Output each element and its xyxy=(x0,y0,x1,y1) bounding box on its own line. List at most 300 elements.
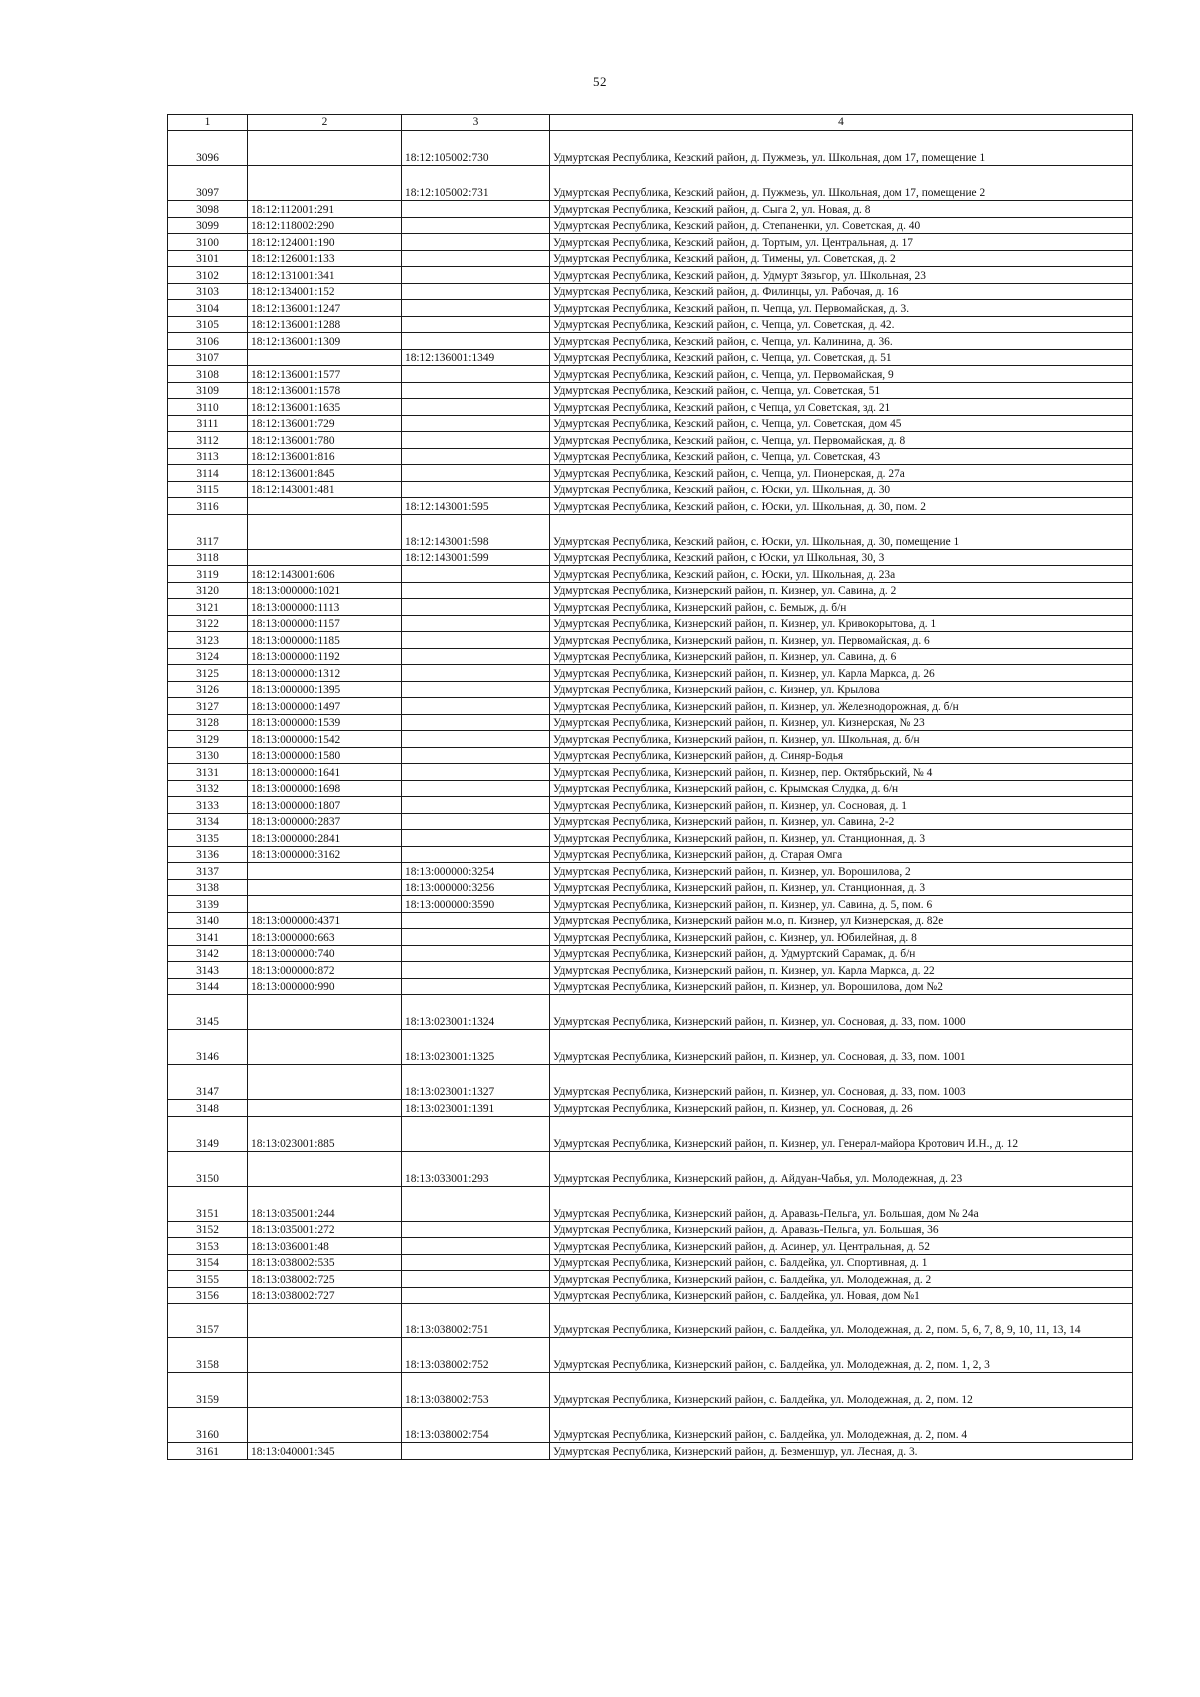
cadastral-number-cell: 18:13:000000:1580 xyxy=(248,747,402,764)
premises-cadastral-number-cell xyxy=(402,316,550,333)
premises-cadastral-number-cell: 18:13:038002:753 xyxy=(402,1373,550,1408)
table-row xyxy=(168,879,1133,896)
cadastral-number-cell: 18:12:136001:816 xyxy=(248,448,402,465)
table-row xyxy=(168,481,1133,498)
address-cell: Удмуртская Республика, Кезский район, д. Удмурт Зязьгор, ул. Школьная, 23 xyxy=(550,267,1133,284)
table-row xyxy=(168,566,1133,583)
cadastral-number-cell: 18:12:143001:481 xyxy=(248,481,402,498)
table-row xyxy=(168,582,1133,599)
row-number-cell: 3118 xyxy=(168,549,248,566)
cadastral-number-cell: 18:12:136001:780 xyxy=(248,432,402,449)
row-number-cell: 3134 xyxy=(168,813,248,830)
premises-cadastral-number-cell xyxy=(402,217,550,234)
premises-cadastral-number-cell: 18:13:038002:751 xyxy=(402,1304,550,1338)
row-number-cell: 3099 xyxy=(168,217,248,234)
premises-cadastral-number-cell xyxy=(402,250,550,267)
premises-cadastral-number-cell xyxy=(402,665,550,682)
row-number-cell: 3109 xyxy=(168,382,248,399)
row-number-cell: 3103 xyxy=(168,283,248,300)
premises-cadastral-number-cell xyxy=(402,599,550,616)
row-number-cell: 3140 xyxy=(168,912,248,929)
cadastral-number-cell xyxy=(248,995,402,1030)
premises-cadastral-number-cell xyxy=(402,448,550,465)
row-number-cell: 3096 xyxy=(168,131,248,166)
address-cell: Удмуртская Республика, Кизнерский район, п. Кизнер, ул. Сосновая, д. 33, пом. 1001 xyxy=(550,1030,1133,1065)
premises-cadastral-number-cell xyxy=(402,1221,550,1238)
row-number-cell: 3105 xyxy=(168,316,248,333)
premises-cadastral-number-cell xyxy=(402,698,550,715)
premises-cadastral-number-cell: 18:13:023001:1327 xyxy=(402,1065,550,1100)
cadastral-number-cell xyxy=(248,166,402,201)
cadastral-number-cell: 18:13:038002:535 xyxy=(248,1254,402,1271)
row-number-cell: 3116 xyxy=(168,498,248,515)
address-cell: Удмуртская Республика, Кезский район, п. Чепца, ул. Первомайская, д. 3. xyxy=(550,300,1133,317)
row-number-cell: 3126 xyxy=(168,681,248,698)
premises-cadastral-number-cell xyxy=(402,648,550,665)
cadastral-number-cell: 18:13:000000:740 xyxy=(248,945,402,962)
premises-cadastral-number-cell xyxy=(402,1443,550,1460)
row-number-cell: 3136 xyxy=(168,846,248,863)
table-row xyxy=(168,549,1133,566)
cadastral-number-cell: 18:13:000000:1312 xyxy=(248,665,402,682)
premises-cadastral-number-cell xyxy=(402,681,550,698)
premises-cadastral-number-cell xyxy=(402,780,550,797)
address-cell: Удмуртская Республика, Кизнерский район, д. Старая Омга xyxy=(550,846,1133,863)
cadastral-number-cell: 18:13:036001:48 xyxy=(248,1238,402,1255)
table-row xyxy=(168,250,1133,267)
row-number-cell: 3161 xyxy=(168,1443,248,1460)
premises-cadastral-number-cell: 18:13:000000:3590 xyxy=(402,896,550,913)
table-row xyxy=(168,945,1133,962)
row-number-cell: 3143 xyxy=(168,962,248,979)
table-body xyxy=(168,131,1133,1460)
table-row xyxy=(168,1338,1133,1373)
premises-cadastral-number-cell xyxy=(402,632,550,649)
cadastral-number-cell: 18:13:035001:244 xyxy=(248,1186,402,1221)
address-cell: Удмуртская Республика, Кезский район, д. Тимены, ул. Советская, д. 2 xyxy=(550,250,1133,267)
cadastral-number-cell: 18:13:000000:1157 xyxy=(248,615,402,632)
premises-cadastral-number-cell: 18:13:000000:3256 xyxy=(402,879,550,896)
table-row xyxy=(168,415,1133,432)
table-row xyxy=(168,1116,1133,1151)
premises-cadastral-number-cell: 18:12:105002:730 xyxy=(402,131,550,166)
premises-cadastral-number-cell xyxy=(402,432,550,449)
table-row xyxy=(168,1408,1133,1443)
row-number-cell: 3112 xyxy=(168,432,248,449)
address-cell: Удмуртская Республика, Кизнерский район, п. Кизнер, ул. Сосновая, д. 1 xyxy=(550,797,1133,814)
cadastral-number-cell xyxy=(248,1373,402,1408)
address-cell: Удмуртская Республика, Кизнерский район, п. Кизнер, ул. Школьная, д. б/н xyxy=(550,731,1133,748)
table-row xyxy=(168,1065,1133,1100)
cadastral-number-cell xyxy=(248,1030,402,1065)
address-cell: Удмуртская Республика, Кезский район, с Чепца, ул Советская, зд. 21 xyxy=(550,399,1133,416)
address-cell: Удмуртская Республика, Кезский район, с. Чепца, ул. Советская, дом 45 xyxy=(550,415,1133,432)
address-cell: Удмуртская Республика, Кезский район, с. Чепца, ул. Советская, 43 xyxy=(550,448,1133,465)
row-number-cell: 3145 xyxy=(168,995,248,1030)
premises-cadastral-number-cell: 18:13:000000:3254 xyxy=(402,863,550,880)
cadastral-number-cell: 18:12:136001:1635 xyxy=(248,399,402,416)
cadastral-number-cell: 18:13:000000:3162 xyxy=(248,846,402,863)
premises-cadastral-number-cell xyxy=(402,1186,550,1221)
row-number-cell: 3133 xyxy=(168,797,248,814)
address-cell: Удмуртская Республика, Кизнерский район, д. Аравазь-Пельга, ул. Большая, дом № 24а xyxy=(550,1186,1133,1221)
address-cell: Удмуртская Республика, Кезский район, с. Чепца, ул. Первомайская, д. 8 xyxy=(550,432,1133,449)
row-number-cell: 3102 xyxy=(168,267,248,284)
cadastral-number-cell: 18:13:000000:2837 xyxy=(248,813,402,830)
premises-cadastral-number-cell xyxy=(402,945,550,962)
premises-cadastral-number-cell xyxy=(402,830,550,847)
premises-cadastral-number-cell xyxy=(402,1116,550,1151)
cadastral-number-cell: 18:13:038002:725 xyxy=(248,1271,402,1288)
premises-cadastral-number-cell xyxy=(402,929,550,946)
premises-cadastral-number-cell xyxy=(402,615,550,632)
row-number-cell: 3127 xyxy=(168,698,248,715)
cadastral-number-cell xyxy=(248,549,402,566)
table-row xyxy=(168,681,1133,698)
column-header-3: 3 xyxy=(402,115,550,131)
table-row xyxy=(168,1443,1133,1460)
table-row xyxy=(168,1151,1133,1186)
row-number-cell: 3122 xyxy=(168,615,248,632)
cadastral-number-cell: 18:12:131001:341 xyxy=(248,267,402,284)
premises-cadastral-number-cell xyxy=(402,1287,550,1304)
cadastral-number-cell xyxy=(248,514,402,549)
cadastral-number-cell xyxy=(248,1338,402,1373)
table-row xyxy=(168,714,1133,731)
premises-cadastral-number-cell xyxy=(402,978,550,995)
row-number-cell: 3149 xyxy=(168,1116,248,1151)
row-number-cell: 3115 xyxy=(168,481,248,498)
column-header-4: 4 xyxy=(550,115,1133,131)
address-cell: Удмуртская Республика, Кизнерский район, п. Кизнер, ул. Кривокорытова, д. 1 xyxy=(550,615,1133,632)
premises-cadastral-number-cell: 18:13:023001:1324 xyxy=(402,995,550,1030)
premises-cadastral-number-cell xyxy=(402,267,550,284)
address-cell: Удмуртская Республика, Кизнерский район, с. Балдейка, ул. Новая, дом №1 xyxy=(550,1287,1133,1304)
row-number-cell: 3150 xyxy=(168,1151,248,1186)
table-row xyxy=(168,1254,1133,1271)
address-cell: Удмуртская Республика, Кизнерский район, д. Асинер, ул. Центральная, д. 52 xyxy=(550,1238,1133,1255)
table-row xyxy=(168,731,1133,748)
cadastral-number-cell: 18:13:000000:1641 xyxy=(248,764,402,781)
table-row xyxy=(168,912,1133,929)
premises-cadastral-number-cell xyxy=(402,1271,550,1288)
row-number-cell: 3125 xyxy=(168,665,248,682)
table-row xyxy=(168,1271,1133,1288)
row-number-cell: 3110 xyxy=(168,399,248,416)
table-row xyxy=(168,615,1133,632)
table-row xyxy=(168,267,1133,284)
premises-cadastral-number-cell: 18:12:105002:731 xyxy=(402,166,550,201)
table-row xyxy=(168,813,1133,830)
premises-cadastral-number-cell: 18:12:143001:595 xyxy=(402,498,550,515)
row-number-cell: 3100 xyxy=(168,234,248,251)
row-number-cell: 3131 xyxy=(168,764,248,781)
row-number-cell: 3156 xyxy=(168,1287,248,1304)
cadastral-number-cell: 18:13:023001:885 xyxy=(248,1116,402,1151)
table-row xyxy=(168,333,1133,350)
premises-cadastral-number-cell: 18:13:038002:752 xyxy=(402,1338,550,1373)
cadastral-number-cell: 18:13:000000:4371 xyxy=(248,912,402,929)
row-number-cell: 3137 xyxy=(168,863,248,880)
row-number-cell: 3097 xyxy=(168,166,248,201)
row-number-cell: 3141 xyxy=(168,929,248,946)
table-row xyxy=(168,1238,1133,1255)
column-header-2: 2 xyxy=(248,115,402,131)
address-cell: Удмуртская Республика, Кизнерский район, п. Кизнер, ул. Генерал-майора Кротович И.Н., д. 12 xyxy=(550,1116,1133,1151)
row-number-cell: 3157 xyxy=(168,1304,248,1338)
row-number-cell: 3160 xyxy=(168,1408,248,1443)
row-number-cell: 3142 xyxy=(168,945,248,962)
address-cell: Удмуртская Республика, Кизнерский район, п. Кизнер, ул. Савина, д. 6 xyxy=(550,648,1133,665)
table-row xyxy=(168,648,1133,665)
table-row xyxy=(168,514,1133,549)
cadastral-number-cell: 18:13:000000:1807 xyxy=(248,797,402,814)
cadastral-number-cell: 18:13:000000:1539 xyxy=(248,714,402,731)
cadastral-number-cell: 18:12:134001:152 xyxy=(248,283,402,300)
row-number-cell: 3121 xyxy=(168,599,248,616)
premises-cadastral-number-cell xyxy=(402,300,550,317)
table-row xyxy=(168,665,1133,682)
premises-cadastral-number-cell xyxy=(402,283,550,300)
row-number-cell: 3152 xyxy=(168,1221,248,1238)
address-cell: Удмуртская Республика, Кизнерский район, п. Кизнер, ул. Карла Маркса, д. 26 xyxy=(550,665,1133,682)
address-cell: Удмуртская Республика, Кезский район, д. Филинцы, ул. Рабочая, д. 16 xyxy=(550,283,1133,300)
table-row xyxy=(168,300,1133,317)
table-row xyxy=(168,465,1133,482)
cadastral-number-cell xyxy=(248,131,402,166)
address-cell: Удмуртская Республика, Кизнерский район, д. Удмуртский Сарамак, д. б/н xyxy=(550,945,1133,962)
premises-cadastral-number-cell xyxy=(402,846,550,863)
address-cell: Удмуртская Республика, Кизнерский район, д. Аравазь-Пельга, ул. Большая, 36 xyxy=(550,1221,1133,1238)
table-row xyxy=(168,283,1133,300)
row-number-cell: 3146 xyxy=(168,1030,248,1065)
property-registry-table xyxy=(167,114,1133,1460)
premises-cadastral-number-cell: 18:13:023001:1325 xyxy=(402,1030,550,1065)
premises-cadastral-number-cell: 18:12:143001:598 xyxy=(402,514,550,549)
table-row xyxy=(168,201,1133,218)
address-cell: Удмуртская Республика, Кезский район, д. Степаненки, ул. Советская, д. 40 xyxy=(550,217,1133,234)
address-cell: Удмуртская Республика, Кизнерский район, с. Балдейка, ул. Молодежная, д. 2, пом. 4 xyxy=(550,1408,1133,1443)
address-cell: Удмуртская Республика, Кизнерский район, п. Кизнер, ул. Савина, д. 5, пом. 6 xyxy=(550,896,1133,913)
row-number-cell: 3123 xyxy=(168,632,248,649)
table-row xyxy=(168,234,1133,251)
table-row xyxy=(168,432,1133,449)
row-number-cell: 3144 xyxy=(168,978,248,995)
table-row xyxy=(168,316,1133,333)
cadastral-number-cell: 18:12:136001:1247 xyxy=(248,300,402,317)
premises-cadastral-number-cell xyxy=(402,465,550,482)
cadastral-number-cell: 18:12:143001:606 xyxy=(248,566,402,583)
row-number-cell: 3111 xyxy=(168,415,248,432)
table-row xyxy=(168,131,1133,166)
table-row xyxy=(168,797,1133,814)
cadastral-number-cell xyxy=(248,1100,402,1117)
premises-cadastral-number-cell xyxy=(402,234,550,251)
table-row xyxy=(168,599,1133,616)
address-cell: Удмуртская Республика, Кезский район, д. Пужмезь, ул. Школьная, дом 17, помещение 2 xyxy=(550,166,1133,201)
premises-cadastral-number-cell xyxy=(402,731,550,748)
premises-cadastral-number-cell xyxy=(402,764,550,781)
cadastral-number-cell: 18:13:000000:1497 xyxy=(248,698,402,715)
table-row xyxy=(168,1186,1133,1221)
premises-cadastral-number-cell xyxy=(402,333,550,350)
address-cell: Удмуртская Республика, Кизнерский район, п. Кизнер, ул. Сосновая, д. 33, пом. 1003 xyxy=(550,1065,1133,1100)
cadastral-number-cell: 18:12:112001:291 xyxy=(248,201,402,218)
table-row xyxy=(168,448,1133,465)
row-number-cell: 3132 xyxy=(168,780,248,797)
address-cell: Удмуртская Республика, Кизнерский район, п. Кизнер, ул. Ворошилова, дом №2 xyxy=(550,978,1133,995)
cadastral-number-cell: 18:12:136001:729 xyxy=(248,415,402,432)
address-cell: Удмуртская Республика, Кизнерский район, с. Бемыж, д. б/н xyxy=(550,599,1133,616)
address-cell: Удмуртская Республика, Кезский район, с. Чепца, ул. Советская, д. 42. xyxy=(550,316,1133,333)
cadastral-number-cell xyxy=(248,879,402,896)
premises-cadastral-number-cell: 18:13:038002:754 xyxy=(402,1408,550,1443)
address-cell: Удмуртская Республика, Кизнерский район, с. Балдейка, ул. Молодежная, д. 2, пом. 12 xyxy=(550,1373,1133,1408)
address-cell: Удмуртская Республика, Кизнерский район, п. Кизнер, ул. Савина, д. 2 xyxy=(550,582,1133,599)
address-cell: Удмуртская Республика, Кизнерский район, п. Кизнер, ул. Сосновая, д. 33, пом. 1000 xyxy=(550,995,1133,1030)
row-number-cell: 3129 xyxy=(168,731,248,748)
row-number-cell: 3153 xyxy=(168,1238,248,1255)
table-header-row xyxy=(168,115,1133,131)
cadastral-number-cell xyxy=(248,1304,402,1338)
address-cell: Удмуртская Республика, Кизнерский район, с. Крымская Слудка, д. 6/н xyxy=(550,780,1133,797)
table-row xyxy=(168,632,1133,649)
row-number-cell: 3107 xyxy=(168,349,248,366)
cadastral-number-cell: 18:13:035001:272 xyxy=(248,1221,402,1238)
cadastral-number-cell xyxy=(248,1151,402,1186)
premises-cadastral-number-cell xyxy=(402,382,550,399)
address-cell: Удмуртская Республика, Кезский район, с. Чепца, ул. Калинина, д. 36. xyxy=(550,333,1133,350)
address-cell: Удмуртская Республика, Кезский район, с Юски, ул Школьная, 30, 3 xyxy=(550,549,1133,566)
cadastral-number-cell: 18:13:000000:1021 xyxy=(248,582,402,599)
page-number: 52 xyxy=(593,74,607,89)
table-row xyxy=(168,349,1133,366)
table-row xyxy=(168,780,1133,797)
row-number-cell: 3106 xyxy=(168,333,248,350)
cadastral-number-cell: 18:13:000000:1395 xyxy=(248,681,402,698)
row-number-cell: 3154 xyxy=(168,1254,248,1271)
address-cell: Удмуртская Республика, Кезский район, с. Юски, ул. Школьная, д. 30, помещение 1 xyxy=(550,514,1133,549)
row-number-cell: 3148 xyxy=(168,1100,248,1117)
address-cell: Удмуртская Республика, Кизнерский район, с. Кизнер, ул. Юбилейная, д. 8 xyxy=(550,929,1133,946)
address-cell: Удмуртская Республика, Кизнерский район, п. Кизнер, ул. Карла Маркса, д. 22 xyxy=(550,962,1133,979)
address-cell: Удмуртская Республика, Кизнерский район, п. Кизнер, ул. Станционная, д. 3 xyxy=(550,879,1133,896)
table-row xyxy=(168,978,1133,995)
cadastral-number-cell xyxy=(248,349,402,366)
row-number-cell: 3135 xyxy=(168,830,248,847)
table-row xyxy=(168,846,1133,863)
table-row xyxy=(168,1030,1133,1065)
row-number-cell: 3139 xyxy=(168,896,248,913)
premises-cadastral-number-cell xyxy=(402,415,550,432)
table-row xyxy=(168,764,1133,781)
column-header-1: 1 xyxy=(168,115,248,131)
table-row xyxy=(168,1373,1133,1408)
table-row xyxy=(168,962,1133,979)
premises-cadastral-number-cell xyxy=(402,813,550,830)
table-row xyxy=(168,1287,1133,1304)
premises-cadastral-number-cell xyxy=(402,582,550,599)
cadastral-number-cell: 18:13:000000:872 xyxy=(248,962,402,979)
address-cell: Удмуртская Республика, Кезский район, с. Юски, ул. Школьная, д. 30, пом. 2 xyxy=(550,498,1133,515)
address-cell: Удмуртская Республика, Кезский район, д. Тортым, ул. Центральная, д. 17 xyxy=(550,234,1133,251)
address-cell: Удмуртская Республика, Кизнерский район, с. Балдейка, ул. Молодежная, д. 2, пом. 1, 2, 3 xyxy=(550,1338,1133,1373)
premises-cadastral-number-cell xyxy=(402,714,550,731)
table-row xyxy=(168,863,1133,880)
address-cell: Удмуртская Республика, Кизнерский район, с. Балдейка, ул. Молодежная, д. 2, пом. 5, 6, 7, 8, 9, 10, 11, 13, 14 xyxy=(550,1304,1133,1338)
cadastral-number-cell: 18:12:136001:1578 xyxy=(248,382,402,399)
address-cell: Удмуртская Республика, Кезский район, с. Юски, ул. Школьная, д. 23а xyxy=(550,566,1133,583)
address-cell: Удмуртская Республика, Кизнерский район, д. Айдуан-Чабья, ул. Молодежная, д. 23 xyxy=(550,1151,1133,1186)
premises-cadastral-number-cell xyxy=(402,912,550,929)
cadastral-number-cell: 18:13:000000:1113 xyxy=(248,599,402,616)
address-cell: Удмуртская Республика, Кезский район, с. Чепца, ул. Советская, 51 xyxy=(550,382,1133,399)
row-number-cell: 3155 xyxy=(168,1271,248,1288)
table-row xyxy=(168,382,1133,399)
table-row xyxy=(168,1304,1133,1338)
address-cell: Удмуртская Республика, Кизнерский район, п. Кизнер, пер. Октябрьский, № 4 xyxy=(550,764,1133,781)
table-row xyxy=(168,498,1133,515)
address-cell: Удмуртская Республика, Кезский район, с. Чепца, ул. Пионерская, д. 27а xyxy=(550,465,1133,482)
address-cell: Удмуртская Республика, Кезский район, д. Пужмезь, ул. Школьная, дом 17, помещение 1 xyxy=(550,131,1133,166)
table-row xyxy=(168,698,1133,715)
row-number-cell: 3120 xyxy=(168,582,248,599)
premises-cadastral-number-cell: 18:13:023001:1391 xyxy=(402,1100,550,1117)
cadastral-number-cell: 18:12:118002:290 xyxy=(248,217,402,234)
cadastral-number-cell: 18:13:000000:1185 xyxy=(248,632,402,649)
table-row xyxy=(168,399,1133,416)
cadastral-number-cell xyxy=(248,896,402,913)
address-cell: Удмуртская Республика, Кизнерский район, п. Кизнер, ул. Первомайская, д. 6 xyxy=(550,632,1133,649)
table-row xyxy=(168,1221,1133,1238)
cadastral-number-cell: 18:12:136001:1577 xyxy=(248,366,402,383)
table-row xyxy=(168,217,1133,234)
address-cell: Удмуртская Республика, Кизнерский район, с. Балдейка, ул. Молодежная, д. 2 xyxy=(550,1271,1133,1288)
cadastral-number-cell xyxy=(248,863,402,880)
address-cell: Удмуртская Республика, Кезский район, д. Сыга 2, ул. Новая, д. 8 xyxy=(550,201,1133,218)
cadastral-number-cell xyxy=(248,1065,402,1100)
cadastral-number-cell: 18:13:000000:1192 xyxy=(248,648,402,665)
address-cell: Удмуртская Республика, Кизнерский район, п. Кизнер, ул. Кизнерская, № 23 xyxy=(550,714,1133,731)
row-number-cell: 3117 xyxy=(168,514,248,549)
address-cell: Удмуртская Республика, Кизнерский район, п. Кизнер, ул. Савина, 2-2 xyxy=(550,813,1133,830)
cadastral-number-cell: 18:12:136001:845 xyxy=(248,465,402,482)
row-number-cell: 3158 xyxy=(168,1338,248,1373)
table-row xyxy=(168,830,1133,847)
cadastral-number-cell: 18:12:136001:1288 xyxy=(248,316,402,333)
cadastral-number-cell xyxy=(248,1408,402,1443)
table-row xyxy=(168,747,1133,764)
cadastral-number-cell: 18:12:136001:1309 xyxy=(248,333,402,350)
cadastral-number-cell: 18:13:000000:663 xyxy=(248,929,402,946)
table-row xyxy=(168,166,1133,201)
row-number-cell: 3124 xyxy=(168,648,248,665)
premises-cadastral-number-cell xyxy=(402,1254,550,1271)
premises-cadastral-number-cell: 18:13:033001:293 xyxy=(402,1151,550,1186)
address-cell: Удмуртская Республика, Кезский район, с. Чепца, ул. Первомайская, 9 xyxy=(550,366,1133,383)
row-number-cell: 3114 xyxy=(168,465,248,482)
row-number-cell: 3119 xyxy=(168,566,248,583)
table-row xyxy=(168,366,1133,383)
cadastral-number-cell xyxy=(248,498,402,515)
table-row xyxy=(168,896,1133,913)
cadastral-number-cell: 18:13:000000:1698 xyxy=(248,780,402,797)
row-number-cell: 3151 xyxy=(168,1186,248,1221)
address-cell: Удмуртская Республика, Кезский район, с. Чепца, ул. Советская, д. 51 xyxy=(550,349,1133,366)
premises-cadastral-number-cell xyxy=(402,366,550,383)
cadastral-number-cell: 18:13:000000:990 xyxy=(248,978,402,995)
row-number-cell: 3159 xyxy=(168,1373,248,1408)
